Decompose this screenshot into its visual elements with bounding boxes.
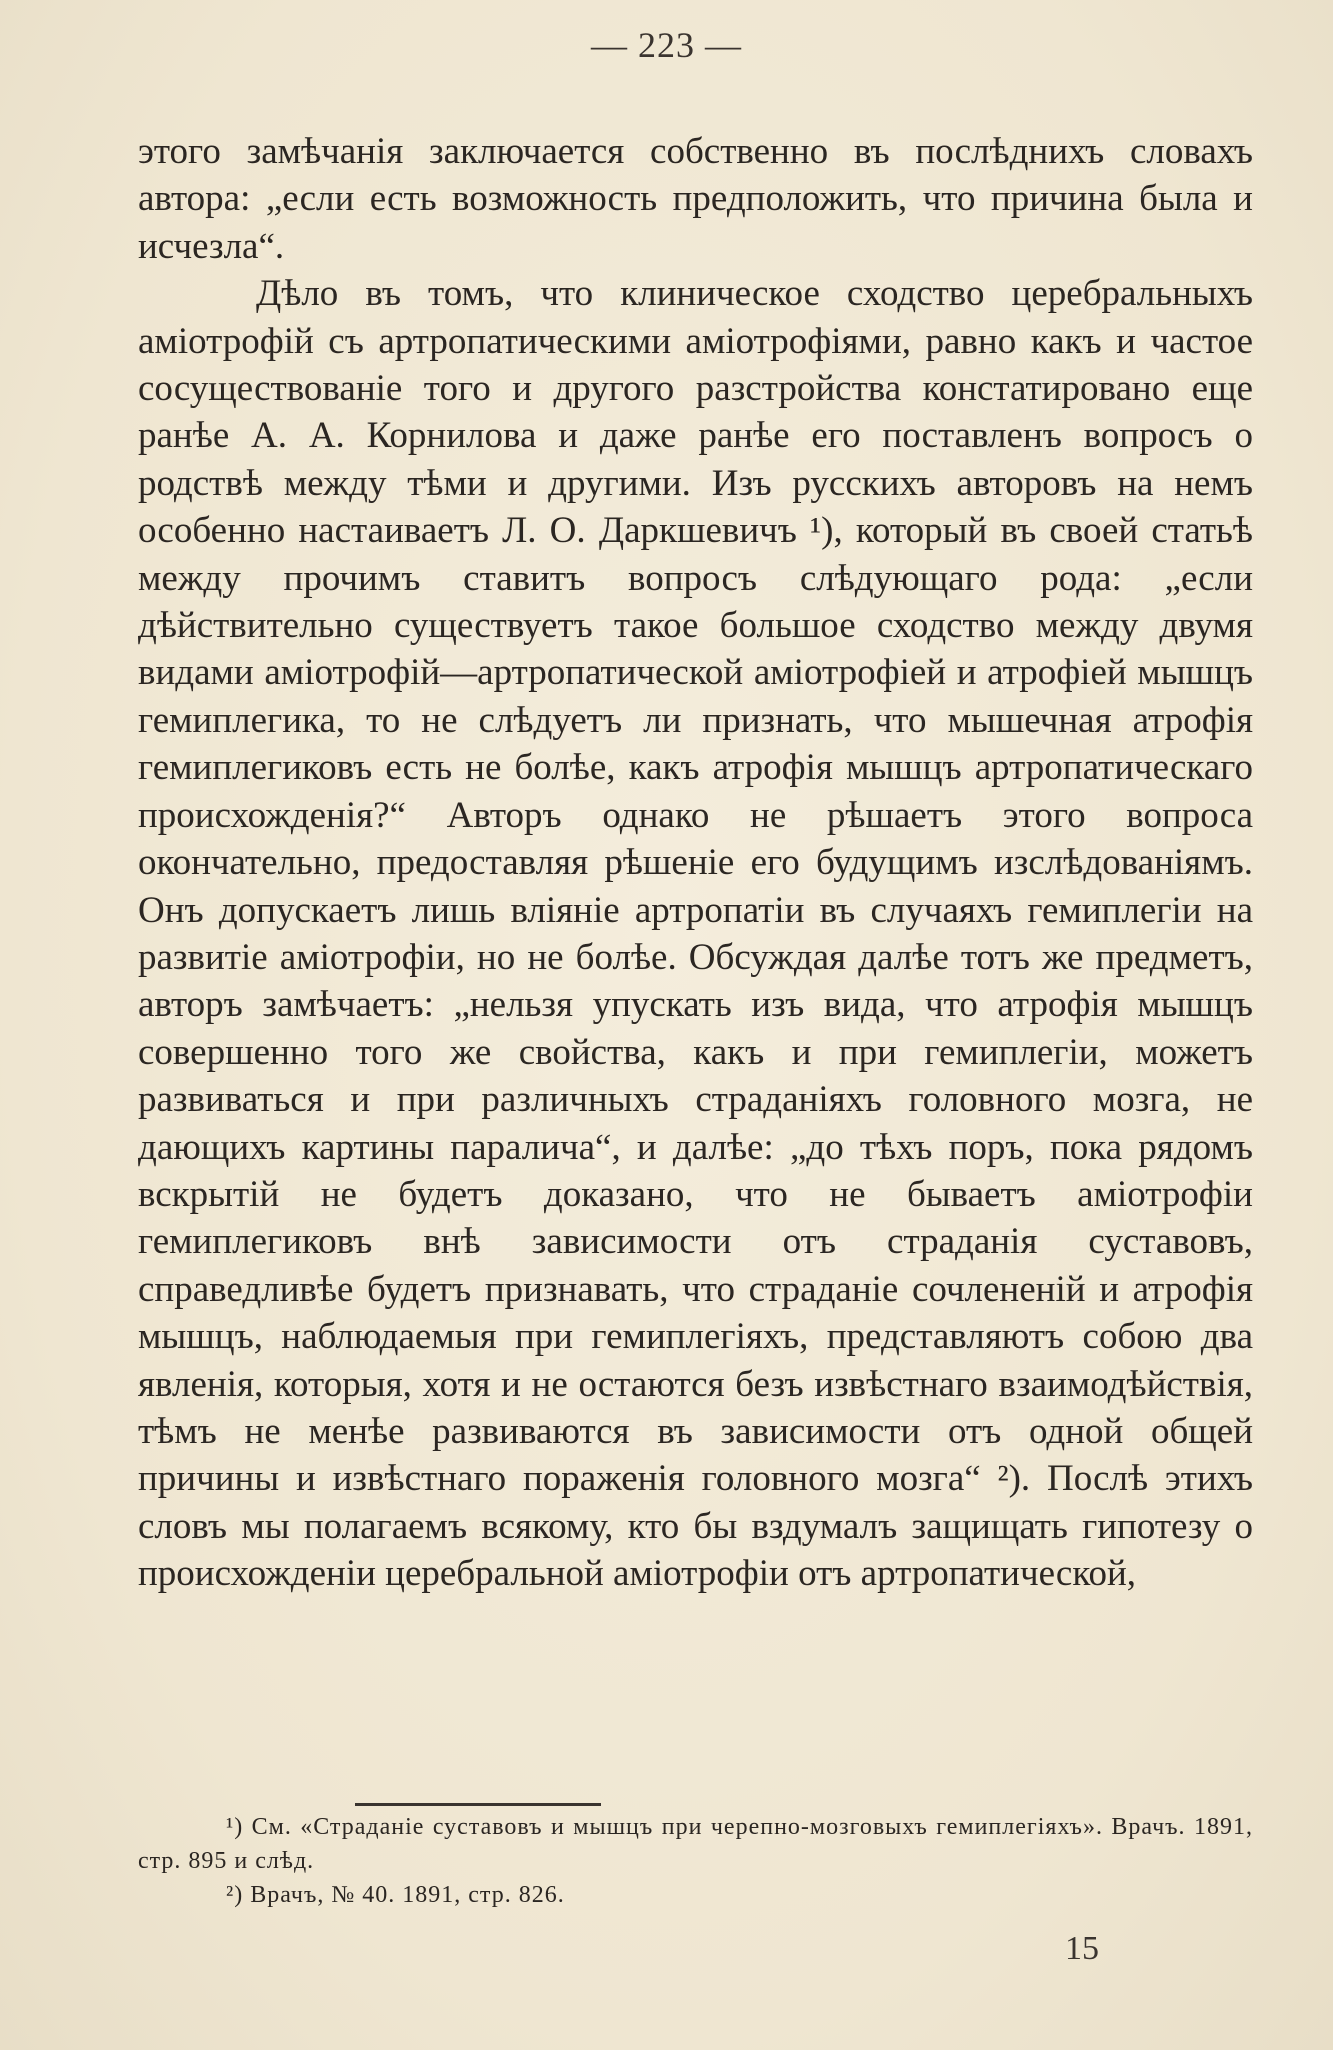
footnote-2: ²) Врачъ, № 40. 1891, стр. 826. [226, 1882, 565, 1908]
printer-signature-mark: 15 [1065, 1930, 1099, 1967]
main-text [138, 128, 1253, 1598]
footnotes [138, 1810, 1253, 1912]
paragraph: Дѣло въ томъ, что клиническое сходство церебральныхъ аміотрофій съ артропатическими аміотрофіями, равно какъ и частое сосуществованіе того и другого разстройства констатировано еще ранѣе А. А. Корнилова и даже ранѣе его поставленъ вопросъ о родствѣ между тѣми и другими. Изъ русскихъ авторовъ на немъ особенно настаиваетъ Л. О. Даркшевичъ ¹), который въ своей статьѣ между прочимъ ставитъ вопросъ слѣдующаго рода: „если дѣйствительно существуетъ такое большое сходство между двумя видами аміотрофій—артропатической аміотрофіей и атрофіей мышцъ гемиплегика, то не слѣдуетъ ли признать, что мышечная атрофія гемиплегиковъ есть не болѣе, какъ атрофія мышцъ артропатическаго происхожденія?“ Авторъ однако не рѣшаетъ этого вопроса окончательно, предоставляя рѣшеніе его будущимъ изслѣдованіямъ. Онъ допускаетъ лишь вліяніе артропатіи въ случаяхъ гемиплегіи на развитіе аміотрофіи, но не болѣе. Обсуждая далѣе тотъ же предметъ, авторъ замѣчаетъ: „нельзя упускать изъ вида, что атрофія мышцъ совершенно того же свойства, какъ и при гемиплегіи, можетъ развиваться и при различныхъ страданіяхъ головного мозга, не дающихъ картины паралича“, и далѣе: „до тѣхъ поръ, пока рядомъ вскрытій не будетъ доказано, что не бываетъ аміотрофіи гемиплегиковъ внѣ зависимости отъ страданія суставовъ, справедливѣе будетъ признавать, что страданіе сочлененій и атрофія мышцъ, наблюдаемыя при гемиплегіяхъ, представляютъ собою два явленія, которыя, хотя и не остаются безъ извѣстнаго взаимодѣйствія, тѣмъ не менѣе развиваются въ зависимости отъ одной общей причины и извѣстнаго пораженія головного мозга“ ²). Послѣ этихъ словъ мы полагаемъ всякому, кто бы вздумалъ защищать гипотезу о происхожденіи церебральной аміотрофіи отъ артропатической, [138, 273, 1253, 1595]
footnote-1: ¹) См. «Страданіе суставовъ и мышцъ при черепно-мозговыхъ гемиплегіяхъ». Врачъ. 1891, стр. 895 и слѣд. [138, 1814, 1253, 1874]
page-number: — 223 — [591, 25, 742, 65]
paragraph-continuation: этого замѣчанія заключается собственно въ послѣднихъ словахъ автора: „если есть возможность предположить, что причина была и исчезла“. [138, 131, 1253, 267]
footnote-divider [355, 1803, 601, 1806]
